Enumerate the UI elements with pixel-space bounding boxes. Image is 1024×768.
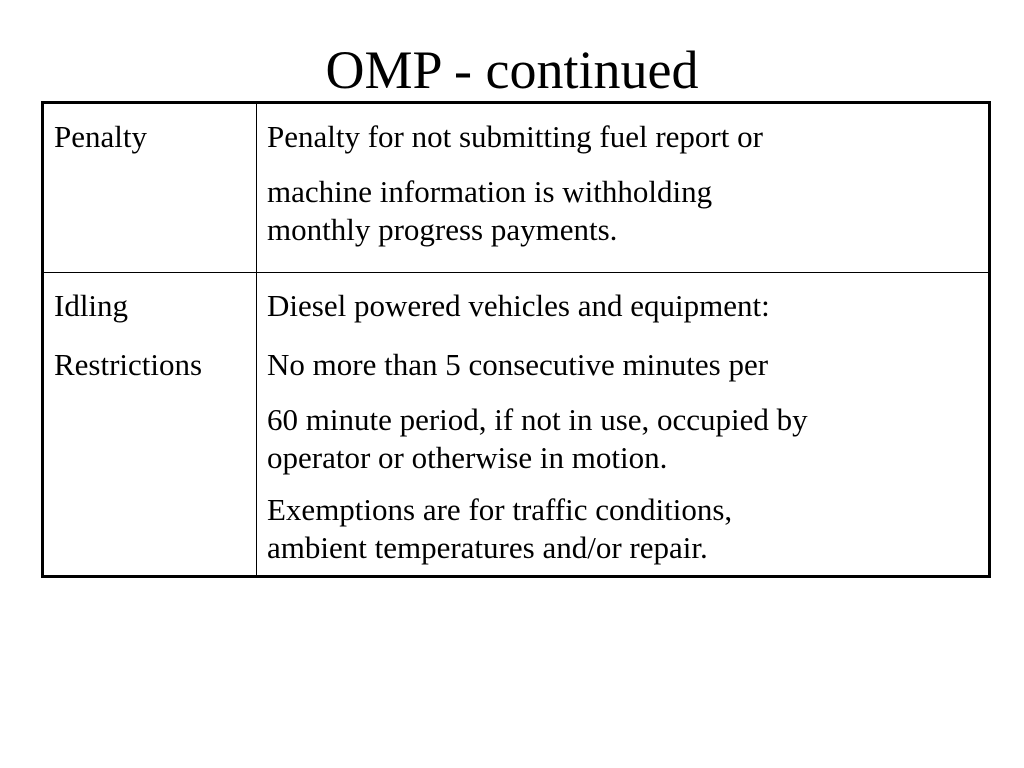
row-content-cell [257,273,990,577]
content-line: machine information is withholding [267,174,713,209]
content-line: Penalty for not submitting fuel report or [267,119,763,154]
label-line: Penalty [54,119,147,154]
label-line: Idling [54,288,129,323]
content-paragraph [267,173,978,249]
content-paragraph [267,283,978,328]
omp-table [41,101,991,578]
content-line: Diesel powered vehicles and equipment: [267,288,770,323]
slide-title: OMP - continued [325,40,699,100]
content-line: No more than 5 consecutive minutes per [267,347,769,382]
table-row-idling-restrictions [43,273,990,577]
content-paragraph [267,491,978,567]
content-paragraph [267,401,978,477]
content-paragraph [267,342,978,387]
label-line: Restrictions [54,347,203,382]
content-line: operator or otherwise in motion. [267,440,668,475]
content-line: ambient temperatures and/or repair. [267,530,708,565]
row-label-cell [43,103,257,273]
content-line: monthly progress payments. [267,212,618,247]
row-label-cell [43,273,257,577]
content-line: 60 minute period, if not in use, occupied by [267,402,808,437]
table-row-penalty [43,103,990,273]
content-paragraph [267,114,978,159]
row-content-cell [257,103,990,273]
row-label [54,283,246,387]
row-label [54,114,246,159]
content-line: Exemptions are for traffic conditions, [267,492,733,527]
